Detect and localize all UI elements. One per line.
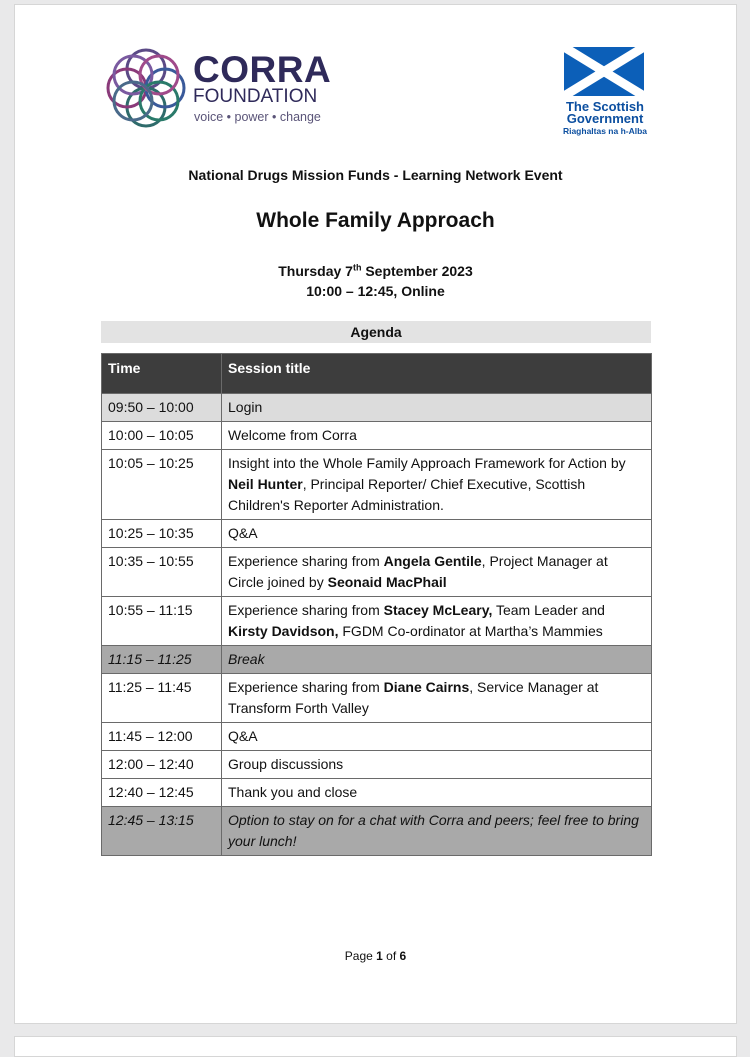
agenda-row bbox=[102, 520, 652, 548]
agenda-time: 11:25 – 11:45 bbox=[102, 674, 222, 723]
sg-line1: The Scottish bbox=[565, 99, 644, 114]
session-text: , Principal Reporter/ Chief Executive, Scottish Children's Reporter Administration. bbox=[228, 476, 586, 513]
agenda-row bbox=[102, 422, 652, 450]
session-text: Experience sharing from bbox=[228, 602, 384, 618]
agenda-time: 12:00 – 12:40 bbox=[102, 751, 222, 779]
corra-foundation-text: FOUNDATION bbox=[193, 86, 318, 107]
date-rest: September 2023 bbox=[361, 263, 473, 279]
corra-flower-icon bbox=[103, 45, 189, 131]
session-text: Thank you and close bbox=[228, 784, 358, 800]
session-text: Q&A bbox=[228, 525, 258, 541]
agenda-session bbox=[222, 674, 652, 723]
agenda-row bbox=[102, 646, 652, 674]
agenda-header-row bbox=[102, 354, 652, 394]
speaker-name: Diane Cairns bbox=[383, 679, 470, 695]
session-text: , Service Manager at Transform Forth Valley bbox=[228, 679, 599, 716]
page-prefix: Page bbox=[344, 949, 377, 963]
speaker-name: Stacey McLeary, bbox=[383, 602, 493, 618]
page-title: Whole Family Approach bbox=[256, 209, 495, 232]
event-date bbox=[15, 261, 736, 301]
speaker-name: Kirsty Davidson, bbox=[228, 623, 339, 639]
agenda-time: 10:25 – 10:35 bbox=[102, 520, 222, 548]
agenda-time: 11:15 – 11:25 bbox=[102, 646, 222, 674]
agenda-session bbox=[222, 807, 652, 856]
agenda-time: 12:45 – 13:15 bbox=[102, 807, 222, 856]
document-page bbox=[14, 4, 737, 1024]
agenda-session bbox=[222, 723, 652, 751]
corra-tagline: voice • power • change bbox=[194, 110, 321, 124]
agenda-row bbox=[102, 548, 652, 597]
session-text: Q&A bbox=[228, 728, 258, 744]
agenda-session bbox=[222, 751, 652, 779]
agenda-time: 09:50 – 10:00 bbox=[102, 394, 222, 422]
agenda-session bbox=[222, 779, 652, 807]
agenda-time: 10:05 – 10:25 bbox=[102, 450, 222, 520]
agenda-label: Agenda bbox=[101, 321, 651, 343]
agenda-row bbox=[102, 597, 652, 646]
session-text: Break bbox=[228, 651, 265, 667]
agenda-session bbox=[222, 450, 652, 520]
agenda-session bbox=[222, 646, 652, 674]
sg-line2: Government bbox=[566, 111, 644, 126]
agenda-row bbox=[102, 394, 652, 422]
agenda-row bbox=[102, 751, 652, 779]
page-total: 6 bbox=[399, 949, 407, 963]
session-text: Team Leader and bbox=[492, 602, 605, 618]
column-header-session: Session title bbox=[222, 354, 652, 394]
session-text: Option to stay on for a chat with Corra and peers; feel free to bring your lunch! bbox=[228, 812, 639, 849]
agenda-table bbox=[101, 353, 652, 856]
scottish-government-logo bbox=[560, 45, 650, 140]
agenda-session bbox=[222, 597, 652, 646]
agenda-session bbox=[222, 548, 652, 597]
session-text: Experience sharing from bbox=[228, 679, 384, 695]
agenda-session bbox=[222, 394, 652, 422]
date-suffix: th bbox=[352, 262, 362, 273]
speaker-name: Neil Hunter bbox=[228, 476, 303, 492]
agenda-time: 11:45 – 12:00 bbox=[102, 723, 222, 751]
agenda-time: 10:35 – 10:55 bbox=[102, 548, 222, 597]
corra-name: CORRA bbox=[193, 49, 332, 90]
agenda-time: 12:40 – 12:45 bbox=[102, 779, 222, 807]
agenda-row bbox=[102, 779, 652, 807]
speaker-name: Seonaid MacPhail bbox=[327, 574, 447, 590]
agenda-row bbox=[102, 723, 652, 751]
session-text: Login bbox=[228, 399, 263, 415]
date-day: Thursday 7 bbox=[278, 263, 353, 279]
saltire-flag-icon bbox=[564, 47, 644, 96]
agenda-session bbox=[222, 422, 652, 450]
session-text: FGDM Co-ordinator at Martha’s Mammies bbox=[338, 623, 603, 639]
agenda-row bbox=[102, 674, 652, 723]
corra-foundation-logo bbox=[103, 45, 343, 135]
sg-gaelic: Riaghaltas na h-Alba bbox=[562, 126, 648, 136]
agenda-time: 10:00 – 10:05 bbox=[102, 422, 222, 450]
event-title: National Drugs Mission Funds - Learning Network Event bbox=[188, 167, 563, 183]
session-text: Insight into the Whole Family Approach Framework for Action by bbox=[228, 455, 626, 471]
session-text: , Project Manager at Circle joined by bbox=[228, 553, 608, 590]
speaker-name: Angela Gentile bbox=[383, 553, 482, 569]
event-time-place: 10:00 – 12:45, Online bbox=[306, 283, 445, 299]
session-text: Group discussions bbox=[228, 756, 344, 772]
next-page-edge bbox=[14, 1036, 737, 1057]
session-text: Welcome from Corra bbox=[228, 427, 357, 443]
page-number bbox=[15, 949, 736, 963]
session-text: Experience sharing from bbox=[228, 553, 384, 569]
agenda-row bbox=[102, 450, 652, 520]
agenda-session bbox=[222, 520, 652, 548]
page-current: 1 bbox=[376, 949, 383, 963]
column-header-time: Time bbox=[102, 354, 222, 394]
agenda-time: 10:55 – 11:15 bbox=[102, 597, 222, 646]
agenda-row bbox=[102, 807, 652, 856]
page-of: of bbox=[382, 949, 400, 963]
